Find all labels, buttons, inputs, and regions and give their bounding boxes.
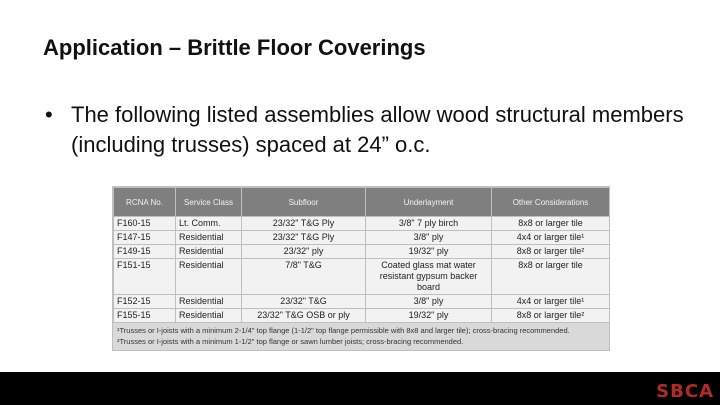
cell-rcna-no: F155-15 (114, 309, 176, 323)
header-subfloor: Subfloor (242, 188, 366, 217)
cell-other: 8x8 or larger tile (492, 259, 610, 295)
cell-underlayment: 3/8" ply (366, 295, 492, 309)
cell-other: 8x8 or larger tile (492, 217, 610, 231)
cell-service-class: Residential (176, 259, 242, 295)
cell-service-class: Residential (176, 309, 242, 323)
footer-bar (0, 372, 720, 405)
cell-rcna-no: F147-15 (114, 231, 176, 245)
cell-rcna-no: F149-15 (114, 245, 176, 259)
cell-other: 4x4 or larger tile¹ (492, 231, 610, 245)
cell-service-class: Lt. Comm. (176, 217, 242, 231)
header-underlayment: Underlayment (366, 188, 492, 217)
cell-service-class: Residential (176, 231, 242, 245)
bullet-text: The following listed assemblies allow wood structural members (including trusses) spaced at 24” o.c. (71, 102, 684, 157)
header-rcna-no: RCNA No. (114, 188, 176, 217)
table-row (114, 231, 610, 245)
header-other-considerations: Other Considerations (492, 188, 610, 217)
sbca-logo: SBCA (656, 381, 714, 402)
table-row (114, 259, 610, 295)
assemblies-table (112, 186, 610, 351)
cell-underlayment: Coated glass mat water resistant gypsum backer board (366, 259, 492, 295)
cell-subfloor: 23/32" ply (242, 245, 366, 259)
cell-rcna-no: F151-15 (114, 259, 176, 295)
table-footnotes (113, 323, 609, 350)
cell-service-class: Residential (176, 295, 242, 309)
cell-underlayment: 19/32" ply (366, 245, 492, 259)
bullet-point (45, 100, 695, 160)
table-row (114, 295, 610, 309)
cell-other: 4x4 or larger tile¹ (492, 295, 610, 309)
bullet-dot: • (45, 102, 53, 127)
cell-rcna-no: F160-15 (114, 217, 176, 231)
table-row (114, 309, 610, 323)
slide-title: Application – Brittle Floor Coverings (43, 35, 426, 60)
cell-rcna-no: F152-15 (114, 295, 176, 309)
footnote-1: ¹Trusses or I-joists with a minimum 2-1/4" top flange (1-1/2" top flange permissible with 8x8 and larger tile); cross-bracing recommended. (117, 326, 570, 335)
cell-other: 8x8 or larger tile² (492, 309, 610, 323)
cell-other: 8x8 or larger tile² (492, 245, 610, 259)
cell-service-class: Residential (176, 245, 242, 259)
cell-underlayment: 3/8" 7 ply birch (366, 217, 492, 231)
cell-subfloor: 23/32" T&G (242, 295, 366, 309)
cell-subfloor: 23/32" T&G Ply (242, 217, 366, 231)
cell-subfloor: 23/32" T&G Ply (242, 231, 366, 245)
header-service-class: Service Class (176, 188, 242, 217)
footnote-2: ²Trusses or I-joists with a minimum 1-1/2" top flange or sawn lumber joists; cross-bracing recommended. (117, 337, 464, 346)
cell-subfloor: 23/32" T&G OSB or ply (242, 309, 366, 323)
cell-subfloor: 7/8" T&G (242, 259, 366, 295)
cell-underlayment: 3/8" ply (366, 231, 492, 245)
cell-underlayment: 19/32" ply (366, 309, 492, 323)
table-row (114, 217, 610, 231)
table-row (114, 245, 610, 259)
table-header-row (114, 188, 610, 217)
